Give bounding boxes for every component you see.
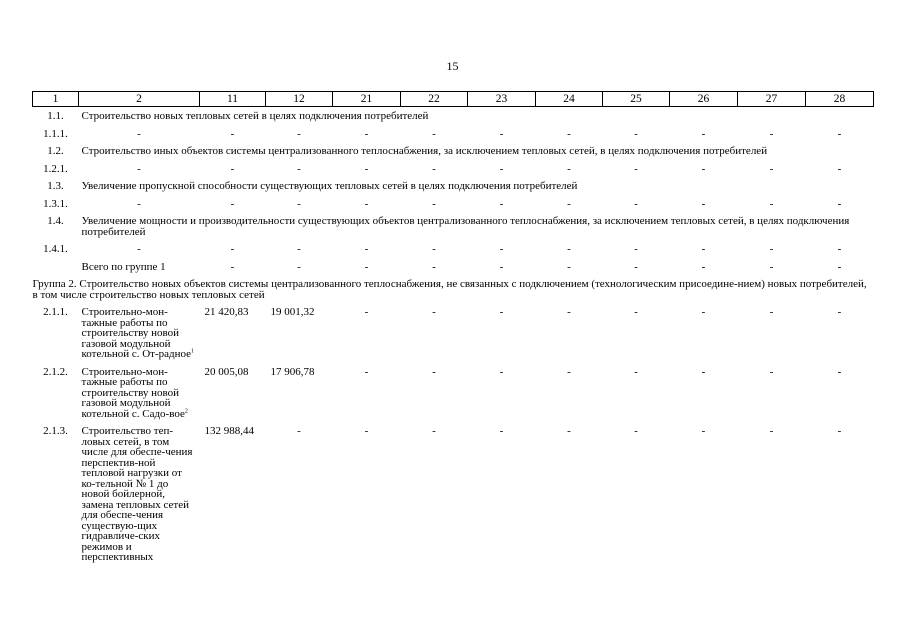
- value-cell: -: [297, 162, 301, 175]
- value-cell: -: [297, 260, 301, 273]
- value-cell: -: [701, 197, 706, 210]
- column-header: 25: [603, 92, 670, 107]
- value-cell: -: [701, 162, 706, 175]
- value-cell: -: [364, 260, 369, 273]
- table-row: [33, 157, 874, 175]
- value-cell: -: [769, 197, 774, 210]
- value-cell: -: [701, 365, 706, 378]
- row-number: 1.4.: [47, 215, 64, 227]
- value-cell: -: [634, 306, 638, 318]
- value-cell: -: [634, 365, 638, 378]
- value-cell: -: [634, 197, 638, 210]
- row-number: 2.1.1.: [43, 306, 68, 318]
- value-cell: 17 906,78: [270, 365, 315, 378]
- row-number: 1.2.1.: [43, 162, 68, 175]
- investment-table: [32, 91, 874, 563]
- value-cell: -: [837, 127, 842, 140]
- value-cell: -: [769, 162, 774, 175]
- value-cell: -: [230, 243, 235, 255]
- value-cell: -: [567, 425, 571, 437]
- row-number: 1.1.1.: [43, 127, 68, 140]
- value-cell: -: [634, 260, 638, 273]
- table-row: [33, 192, 874, 210]
- row-number: 1.4.1.: [43, 243, 68, 255]
- value-cell: -: [567, 197, 571, 210]
- section-row: [33, 107, 874, 122]
- value-cell: -: [364, 127, 369, 140]
- value-cell: -: [432, 162, 436, 175]
- row-description: -: [137, 127, 141, 140]
- table-row: [33, 360, 874, 420]
- row-number: 1.1.: [47, 110, 64, 122]
- value-cell: -: [364, 365, 369, 378]
- column-header: 2: [79, 92, 200, 107]
- column-header: 28: [806, 92, 874, 107]
- value-cell: -: [634, 127, 638, 140]
- value-cell: -: [364, 306, 369, 318]
- value-cell: -: [230, 197, 235, 210]
- column-header: 11: [200, 92, 266, 107]
- row-description: [79, 300, 200, 360]
- footnote-mark: 1: [191, 348, 195, 355]
- section-title: Строительство иных объектов системы централизованного теплоснабжения, за исключением тепловых сетей, в целях подключения потребителей: [81, 145, 768, 157]
- value-cell: 21 420,83: [204, 306, 249, 318]
- value-cell: -: [701, 425, 706, 437]
- value-cell: -: [837, 243, 842, 255]
- value-cell: -: [567, 243, 571, 255]
- value-cell: -: [769, 243, 774, 255]
- value-cell: -: [567, 365, 571, 378]
- row-description: [79, 360, 200, 420]
- row-description: Строительство теп-ловых сетей, в том числе для обеспе-чения перспектив-ной тепловой нагрузки от ко-тельной № 1 до новой бойлерной, замена тепловых сетей для обеспе-чения существую-щих гидравличе-ских режимов и перспективных: [81, 425, 193, 563]
- value-cell: -: [634, 162, 638, 175]
- row-number: 2.1.2.: [43, 365, 68, 378]
- table-row: [33, 122, 874, 140]
- column-header: 21: [333, 92, 401, 107]
- column-header: 26: [670, 92, 738, 107]
- section-row: [33, 209, 874, 237]
- table-row: [33, 419, 874, 563]
- value-cell: -: [432, 127, 436, 140]
- value-cell: -: [297, 243, 301, 255]
- value-cell: -: [567, 260, 571, 273]
- column-header: 24: [536, 92, 603, 107]
- section-title: Увеличение мощности и производительности существующих объектов централизованного теплоснабжения, за исключением тепловых сетей, в целях подключения потребителей: [81, 215, 850, 238]
- value-cell: -: [837, 306, 842, 318]
- row-description: -: [137, 197, 141, 210]
- value-cell: -: [364, 425, 369, 437]
- row-description: -: [137, 162, 141, 175]
- value-cell: -: [701, 306, 706, 318]
- value-cell: -: [432, 306, 436, 318]
- group-title: Группа 2. Строительство новых объектов системы централизованного теплоснабжения, не связанных с подключением (технологическим присоедине-нием) новых потребителей, в том числе строительство новых тепловых сетей: [32, 278, 867, 301]
- row-number: 2.1.3.: [43, 425, 68, 437]
- row-description: -: [137, 243, 141, 255]
- value-cell: -: [230, 162, 235, 175]
- value-cell: -: [499, 127, 504, 140]
- description-text: Строительно-мон-тажные работы по строительству новой газовой модульной котельной с. От-радное: [81, 306, 192, 360]
- section-title: Строительство новых тепловых сетей в целях подключения потребителей: [81, 110, 429, 122]
- value-cell: -: [364, 197, 369, 210]
- value-cell: -: [837, 162, 842, 175]
- value-cell: -: [837, 425, 842, 437]
- value-cell: -: [432, 365, 436, 378]
- value-cell: -: [837, 197, 842, 210]
- value-cell: -: [499, 365, 504, 378]
- value-cell: -: [364, 162, 369, 175]
- table-header-row: [33, 92, 874, 107]
- value-cell: -: [432, 425, 436, 437]
- column-header: 22: [401, 92, 468, 107]
- description-text: Строительно-мон-тажные работы по строительству новой газовой модульной котельной с. Садо-вое: [81, 365, 185, 420]
- column-header: 27: [738, 92, 806, 107]
- value-cell: -: [432, 197, 436, 210]
- table-row: [33, 300, 874, 360]
- column-header: 23: [468, 92, 536, 107]
- value-cell: -: [701, 127, 706, 140]
- group-row: [33, 272, 874, 300]
- value-cell: -: [769, 306, 774, 318]
- value-cell: -: [769, 365, 774, 378]
- value-cell: -: [297, 197, 301, 210]
- value-cell: -: [769, 127, 774, 140]
- row-number: 1.2.: [47, 145, 64, 157]
- value-cell: -: [701, 260, 706, 273]
- value-cell: -: [364, 243, 369, 255]
- value-cell: -: [230, 260, 235, 273]
- row-number: [33, 255, 79, 273]
- value-cell: 20 005,08: [204, 365, 249, 378]
- row-number: 1.3.: [47, 180, 64, 192]
- value-cell: -: [634, 243, 638, 255]
- value-cell: -: [499, 243, 504, 255]
- section-title: Увеличение пропускной способности существующих тепловых сетей в целях подключения потребителей: [81, 180, 578, 192]
- value-cell: 19 001,32: [270, 306, 315, 318]
- value-cell: -: [297, 127, 301, 140]
- value-cell: -: [499, 425, 504, 437]
- section-row: [33, 174, 874, 192]
- value-cell: -: [567, 306, 571, 318]
- total-row: [33, 255, 874, 273]
- value-cell: -: [432, 260, 436, 273]
- value-cell: 132 988,44: [204, 425, 254, 437]
- value-cell: -: [567, 127, 571, 140]
- value-cell: -: [499, 197, 504, 210]
- column-header: 12: [266, 92, 333, 107]
- value-cell: -: [837, 365, 842, 378]
- value-cell: -: [499, 162, 504, 175]
- page-number: 15: [446, 59, 459, 73]
- value-cell: -: [230, 127, 235, 140]
- value-cell: -: [499, 260, 504, 273]
- value-cell: -: [499, 306, 504, 318]
- table-row: [33, 237, 874, 255]
- column-header: 1: [33, 92, 79, 107]
- row-number: 1.3.1.: [43, 197, 68, 210]
- section-row: [33, 139, 874, 157]
- value-cell: -: [701, 243, 706, 255]
- value-cell: -: [769, 425, 774, 437]
- value-cell: -: [567, 162, 571, 175]
- value-cell: -: [769, 260, 774, 273]
- value-cell: -: [432, 243, 436, 255]
- value-cell: -: [297, 425, 301, 437]
- row-description: Всего по группе 1: [81, 260, 166, 273]
- value-cell: -: [634, 425, 638, 437]
- value-cell: -: [837, 260, 842, 273]
- footnote-mark: 2: [184, 407, 188, 414]
